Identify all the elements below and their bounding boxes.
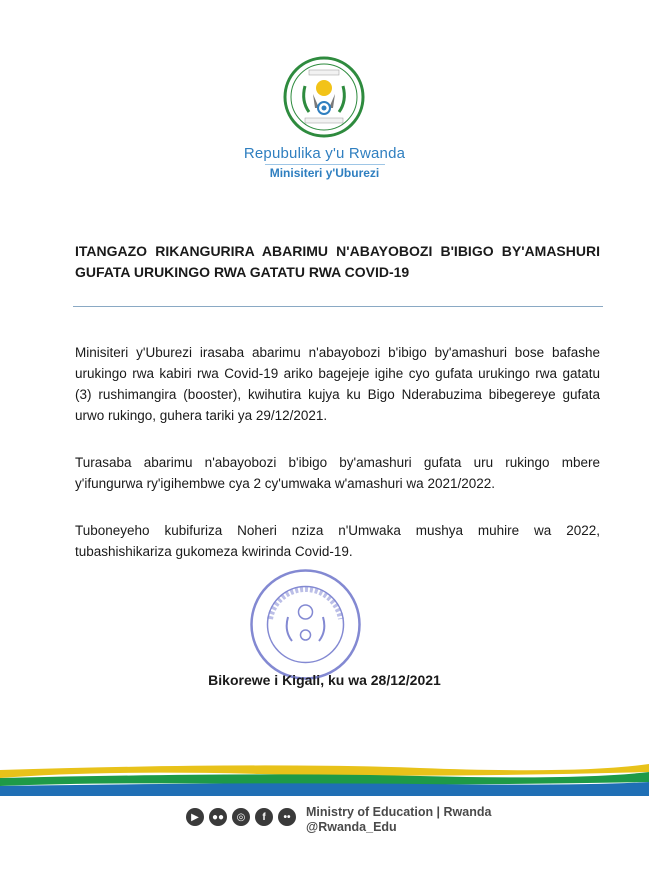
social-icons [186,808,296,830]
notice-title: ITANGAZO RIKANGURIRA ABARIMU N'ABAYOBOZI B'IBIGO BY'AMASHURI GUFATA URUKINGO RWA GATATU RWA COVID-19 [75,243,600,280]
flickr-dots-icon[interactable]: •• [278,808,296,826]
footer-handle[interactable]: @Rwanda_Edu [306,820,397,834]
notice-paragraph-3: Tuboneyeho kubifuriza Noheri nziza n'Umwaka mushya muhire wa 2022, tubashishikariza gukomeza kwirinda Covid-19. [75,523,600,559]
flickr-icon[interactable]: ●● [209,808,227,826]
ministry-name: Minisiteri y'Uburezi [269,166,380,180]
header-rule [265,164,385,165]
notice-paragraph-1: Minisiteri y'Uburezi irasaba abarimu n'abayobozi b'ibigo by'amashuri bose bafashe urukingo rwa kabiri rwa Covid-19 ariko bagejeje igihe cyo gufata urukingo rwa gatatu (3) rushimangira (booster), kwihutira kujya ku Bigo Nderabuzima bibegereye gufata urwo rukingo, guhera tariki ya 29/12/2021. [75,345,600,423]
youtube-icon[interactable]: ▶ [186,808,204,826]
footer-contact [306,805,491,835]
dateline: Bikorewe i Kigali, ku wa 28/12/2021 [208,672,441,688]
flag-color-bands [0,752,649,802]
notice-paragraph-2: Turasaba abarimu n'abayobozi b'ibigo by'amashuri gufata uru rukingo mbere y'ifungurwa ry'igihembwe cya 2 cy'umwaka w'amashuri wa 2021/2022. [75,455,600,491]
instagram-icon[interactable]: ◎ [232,808,250,826]
rwanda-coat-of-arms-emblem [283,56,365,138]
title-divider [73,306,603,307]
country-name: Repubulika y'u Rwanda [243,145,406,162]
footer-ministry: Ministry of Education | Rwanda [306,805,492,819]
official-stamp [248,567,363,682]
facebook-icon[interactable]: f [255,808,273,826]
